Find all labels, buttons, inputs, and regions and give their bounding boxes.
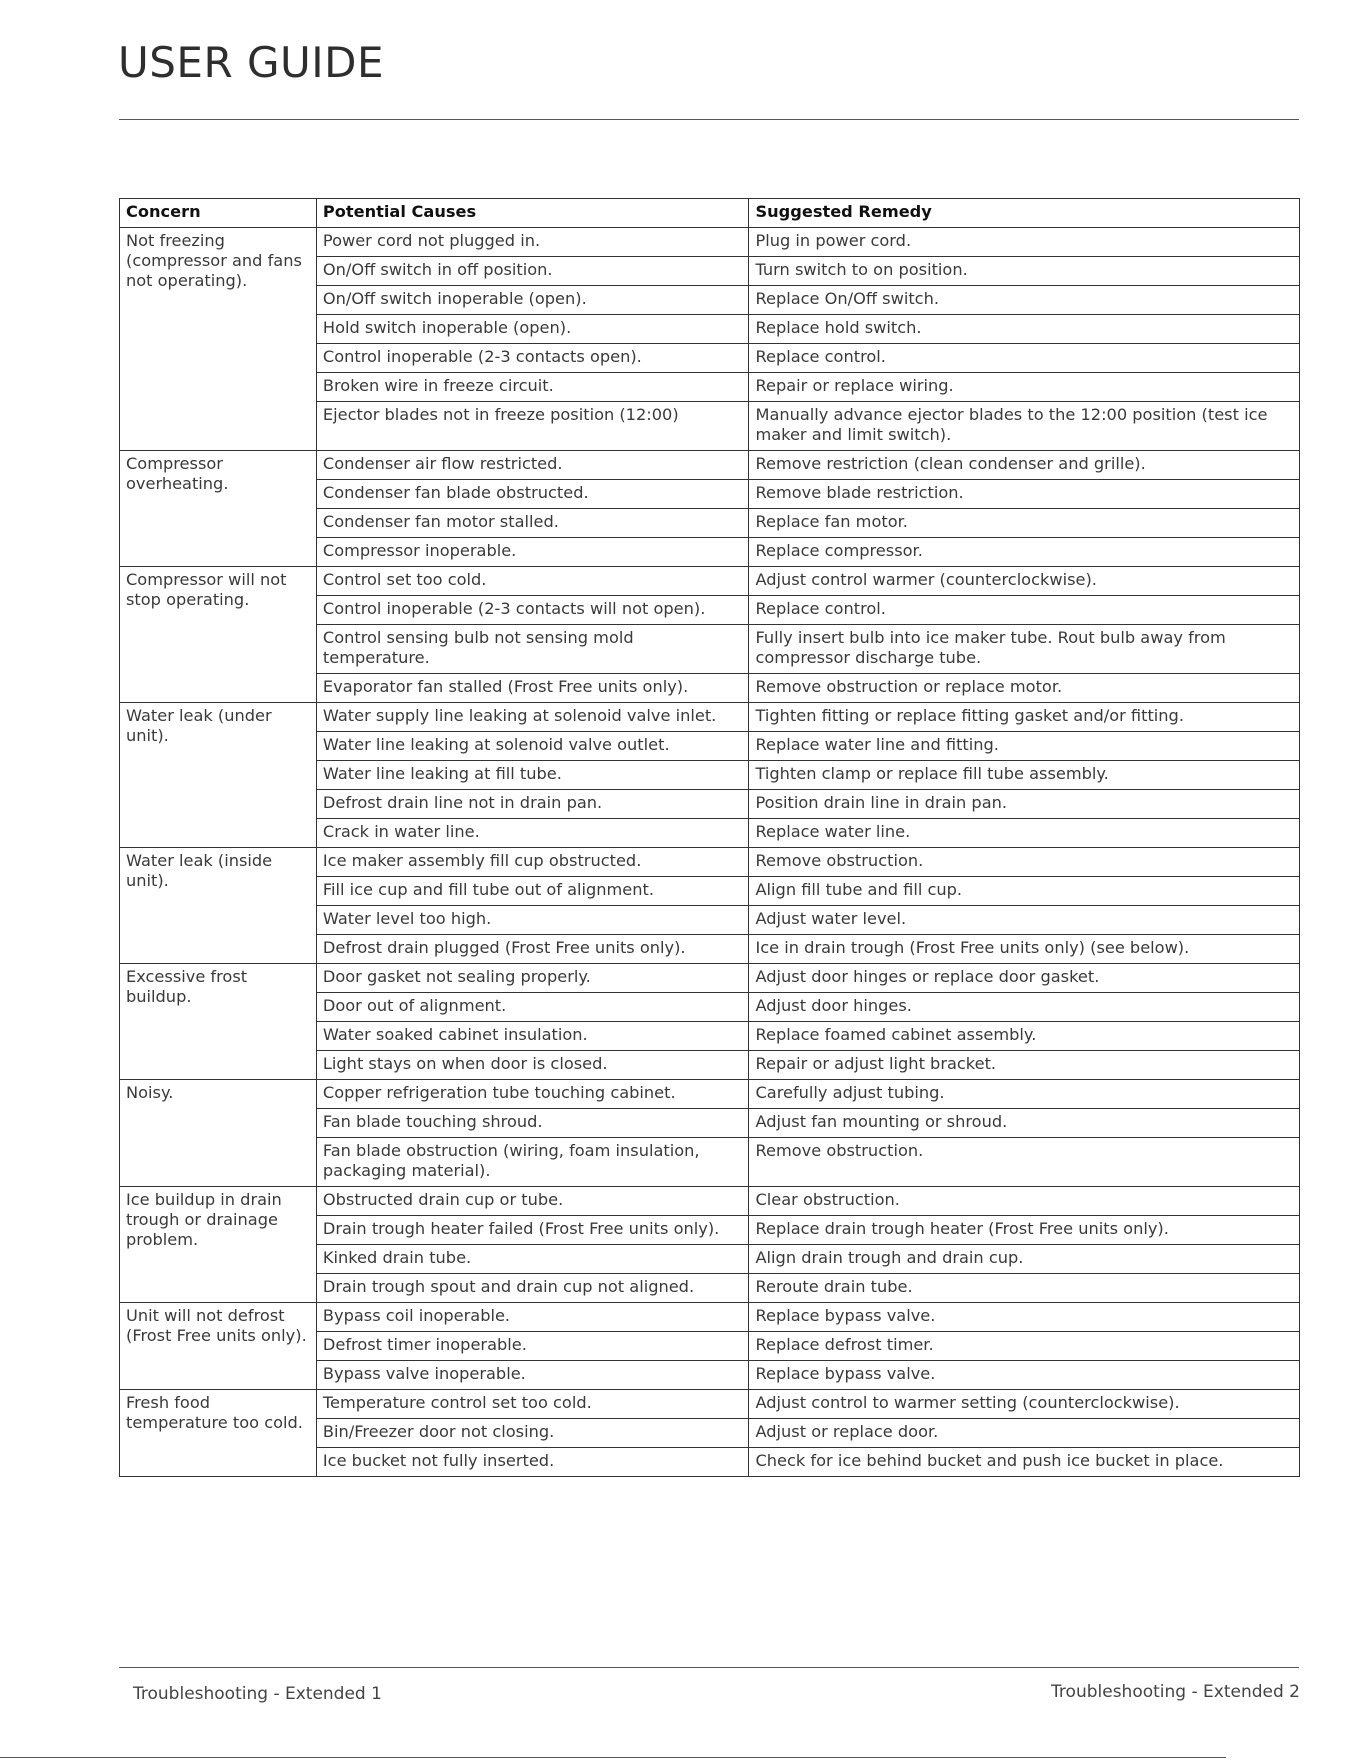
page-title: USER GUIDE bbox=[118, 38, 385, 87]
remedy-cell: Align drain trough and drain cup. bbox=[749, 1245, 1300, 1274]
cause-cell: Ice maker assembly fill cup obstructed. bbox=[316, 848, 749, 877]
cause-cell: Condenser fan motor stalled. bbox=[316, 509, 749, 538]
cause-cell: Obstructed drain cup or tube. bbox=[316, 1187, 749, 1216]
table-row bbox=[120, 1187, 1300, 1216]
cause-cell: Control inoperable (2-3 contacts will not open). bbox=[316, 596, 749, 625]
table-row bbox=[120, 1303, 1300, 1332]
concern-cell: Excessive frost buildup. bbox=[120, 964, 317, 1080]
table-row bbox=[120, 567, 1300, 596]
remedy-cell: Replace water line and fitting. bbox=[749, 732, 1300, 761]
footer-left-label: Troubleshooting - Extended 1 bbox=[133, 1684, 382, 1704]
cause-cell: Control set too cold. bbox=[316, 567, 749, 596]
cause-cell: Evaporator fan stalled (Frost Free units only). bbox=[316, 674, 749, 703]
remedy-cell: Tighten clamp or replace fill tube assembly. bbox=[749, 761, 1300, 790]
remedy-cell: Position drain line in drain pan. bbox=[749, 790, 1300, 819]
table-header-row bbox=[120, 199, 1300, 228]
cause-cell: Water line leaking at solenoid valve outlet. bbox=[316, 732, 749, 761]
remedy-cell: Replace defrost timer. bbox=[749, 1332, 1300, 1361]
remedy-cell: Remove restriction (clean condenser and grille). bbox=[749, 451, 1300, 480]
cause-cell: Door gasket not sealing properly. bbox=[316, 964, 749, 993]
remedy-cell: Replace bypass valve. bbox=[749, 1361, 1300, 1390]
remedy-cell: Check for ice behind bucket and push ice bucket in place. bbox=[749, 1448, 1300, 1477]
cause-cell: Crack in water line. bbox=[316, 819, 749, 848]
footer-right-label: Troubleshooting - Extended 2 bbox=[1051, 1682, 1300, 1702]
cause-cell: Bypass coil inoperable. bbox=[316, 1303, 749, 1332]
cause-cell: On/Off switch in off position. bbox=[316, 257, 749, 286]
remedy-cell: Replace water line. bbox=[749, 819, 1300, 848]
cause-cell: Defrost drain plugged (Frost Free units only). bbox=[316, 935, 749, 964]
remedy-cell: Reroute drain tube. bbox=[749, 1274, 1300, 1303]
remedy-cell: Remove obstruction. bbox=[749, 848, 1300, 877]
remedy-cell: Adjust control warmer (counterclockwise). bbox=[749, 567, 1300, 596]
remedy-cell: Fully insert bulb into ice maker tube. Rout bulb away from compressor discharge tube. bbox=[749, 625, 1300, 674]
remedy-cell: Adjust control to warmer setting (counterclockwise). bbox=[749, 1390, 1300, 1419]
cause-cell: Control sensing bulb not sensing mold temperature. bbox=[316, 625, 749, 674]
remedy-cell: Replace fan motor. bbox=[749, 509, 1300, 538]
remedy-cell: Adjust door hinges or replace door gasket. bbox=[749, 964, 1300, 993]
remedy-cell: Tighten fitting or replace fitting gasket and/or fitting. bbox=[749, 703, 1300, 732]
concern-cell: Noisy. bbox=[120, 1080, 317, 1187]
cause-cell: Drain trough heater failed (Frost Free units only). bbox=[316, 1216, 749, 1245]
cause-cell: Bin/Freezer door not closing. bbox=[316, 1419, 749, 1448]
cause-cell: Fan blade obstruction (wiring, foam insulation, packaging material). bbox=[316, 1138, 749, 1187]
remedy-cell: Repair or replace wiring. bbox=[749, 373, 1300, 402]
cause-cell: Defrost drain line not in drain pan. bbox=[316, 790, 749, 819]
remedy-cell: Replace hold switch. bbox=[749, 315, 1300, 344]
cause-cell: Power cord not plugged in. bbox=[316, 228, 749, 257]
cause-cell: Compressor inoperable. bbox=[316, 538, 749, 567]
cause-cell: Ejector blades not in freeze position (12:00) bbox=[316, 402, 749, 451]
cause-cell: Copper refrigeration tube touching cabinet. bbox=[316, 1080, 749, 1109]
remedy-cell: Adjust door hinges. bbox=[749, 993, 1300, 1022]
cause-cell: Light stays on when door is closed. bbox=[316, 1051, 749, 1080]
table-row bbox=[120, 228, 1300, 257]
concern-cell: Compressor will not stop operating. bbox=[120, 567, 317, 703]
remedy-cell: Replace control. bbox=[749, 344, 1300, 373]
page-bottom-edge bbox=[0, 1757, 1226, 1758]
concern-cell: Unit will not defrost (Frost Free units only). bbox=[120, 1303, 317, 1390]
remedy-cell: Replace On/Off switch. bbox=[749, 286, 1300, 315]
remedy-cell: Manually advance ejector blades to the 12:00 position (test ice maker and limit switch). bbox=[749, 402, 1300, 451]
remedy-cell: Carefully adjust tubing. bbox=[749, 1080, 1300, 1109]
cause-cell: Fill ice cup and fill tube out of alignment. bbox=[316, 877, 749, 906]
remedy-cell: Remove blade restriction. bbox=[749, 480, 1300, 509]
column-header-concern: Concern bbox=[120, 199, 317, 228]
cause-cell: On/Off switch inoperable (open). bbox=[316, 286, 749, 315]
remedy-cell: Remove obstruction or replace motor. bbox=[749, 674, 1300, 703]
remedy-cell: Clear obstruction. bbox=[749, 1187, 1300, 1216]
cause-cell: Hold switch inoperable (open). bbox=[316, 315, 749, 344]
concern-cell: Water leak (inside unit). bbox=[120, 848, 317, 964]
concern-cell: Fresh food temperature too cold. bbox=[120, 1390, 317, 1477]
cause-cell: Water soaked cabinet insulation. bbox=[316, 1022, 749, 1051]
cause-cell: Door out of alignment. bbox=[316, 993, 749, 1022]
remedy-cell: Replace bypass valve. bbox=[749, 1303, 1300, 1332]
table-row bbox=[120, 964, 1300, 993]
concern-cell: Ice buildup in drain trough or drainage problem. bbox=[120, 1187, 317, 1303]
remedy-cell: Adjust or replace door. bbox=[749, 1419, 1300, 1448]
table-row bbox=[120, 848, 1300, 877]
table-row bbox=[120, 1080, 1300, 1109]
cause-cell: Broken wire in freeze circuit. bbox=[316, 373, 749, 402]
cause-cell: Defrost timer inoperable. bbox=[316, 1332, 749, 1361]
cause-cell: Control inoperable (2-3 contacts open). bbox=[316, 344, 749, 373]
remedy-cell: Turn switch to on position. bbox=[749, 257, 1300, 286]
footer-divider bbox=[119, 1667, 1299, 1668]
table-row bbox=[120, 451, 1300, 480]
table-row bbox=[120, 703, 1300, 732]
remedy-cell: Replace drain trough heater (Frost Free units only). bbox=[749, 1216, 1300, 1245]
header-divider bbox=[119, 119, 1299, 120]
remedy-cell: Ice in drain trough (Frost Free units only) (see below). bbox=[749, 935, 1300, 964]
remedy-cell: Repair or adjust light bracket. bbox=[749, 1051, 1300, 1080]
remedy-cell: Replace compressor. bbox=[749, 538, 1300, 567]
remedy-cell: Adjust fan mounting or shroud. bbox=[749, 1109, 1300, 1138]
cause-cell: Fan blade touching shroud. bbox=[316, 1109, 749, 1138]
cause-cell: Kinked drain tube. bbox=[316, 1245, 749, 1274]
cause-cell: Water supply line leaking at solenoid valve inlet. bbox=[316, 703, 749, 732]
cause-cell: Bypass valve inoperable. bbox=[316, 1361, 749, 1390]
remedy-cell: Replace foamed cabinet assembly. bbox=[749, 1022, 1300, 1051]
remedy-cell: Align fill tube and fill cup. bbox=[749, 877, 1300, 906]
cause-cell: Ice bucket not fully inserted. bbox=[316, 1448, 749, 1477]
table-row bbox=[120, 1390, 1300, 1419]
concern-cell: Water leak (under unit). bbox=[120, 703, 317, 848]
remedy-cell: Remove obstruction. bbox=[749, 1138, 1300, 1187]
cause-cell: Water level too high. bbox=[316, 906, 749, 935]
cause-cell: Condenser fan blade obstructed. bbox=[316, 480, 749, 509]
cause-cell: Drain trough spout and drain cup not aligned. bbox=[316, 1274, 749, 1303]
cause-cell: Temperature control set too cold. bbox=[316, 1390, 749, 1419]
concern-cell: Not freezing (compressor and fans not operating). bbox=[120, 228, 317, 451]
remedy-cell: Replace control. bbox=[749, 596, 1300, 625]
column-header-suggested-remedy: Suggested Remedy bbox=[749, 199, 1300, 228]
remedy-cell: Adjust water level. bbox=[749, 906, 1300, 935]
table-body bbox=[120, 228, 1300, 1477]
concern-cell: Compressor overheating. bbox=[120, 451, 317, 567]
column-header-potential-causes: Potential Causes bbox=[316, 199, 749, 228]
remedy-cell: Plug in power cord. bbox=[749, 228, 1300, 257]
cause-cell: Water line leaking at fill tube. bbox=[316, 761, 749, 790]
cause-cell: Condenser air flow restricted. bbox=[316, 451, 749, 480]
troubleshooting-table bbox=[119, 198, 1300, 1477]
